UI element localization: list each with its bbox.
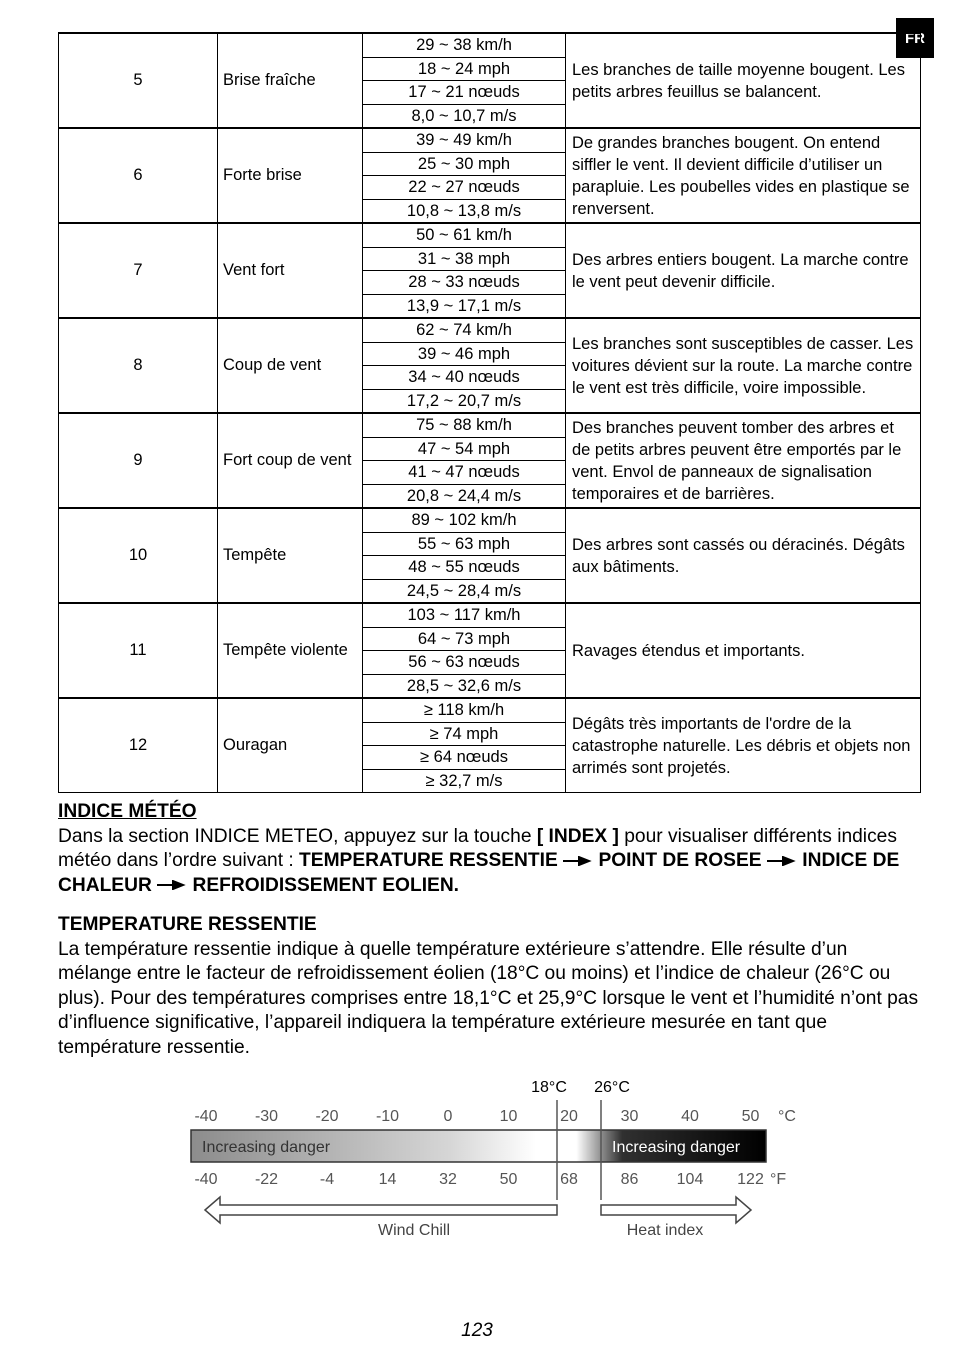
language-tab: FR (896, 18, 934, 58)
fahrenheit-tick-label: 86 (620, 1171, 639, 1188)
wind-speed: 75 ~ 88 km/h (363, 413, 566, 437)
ressentie-section (58, 913, 924, 1060)
wind-name: Tempête (218, 508, 363, 603)
wind-speed: ≥ 118 km/h (363, 698, 566, 722)
celsius-tick-label: -20 (315, 1108, 339, 1125)
fahrenheit-tick-label: -4 (319, 1171, 335, 1188)
celsius-tick-label: 0 (443, 1108, 453, 1125)
fahrenheit-tick-label: 50 (499, 1171, 518, 1188)
celsius-tick-label: -30 (254, 1108, 279, 1125)
celsius-axis (194, 1108, 759, 1125)
wind-speed: 48 ~ 55 nœuds (363, 556, 566, 580)
wind-speed: 18 ~ 24 mph (363, 57, 566, 81)
fahrenheit-unit: °F (770, 1171, 787, 1188)
wind-speed: 41 ~ 47 nœuds (363, 461, 566, 485)
fahrenheit-tick-label: 104 (676, 1171, 704, 1188)
fahrenheit-tick-label: -22 (254, 1171, 279, 1188)
marker-18-label: 18°C (531, 1079, 567, 1096)
wind-chill-label: Wind Chill (377, 1222, 451, 1239)
wind-name: Vent fort (218, 223, 363, 318)
wind-name: Forte brise (218, 128, 363, 223)
wind-chill-arrow (205, 1197, 557, 1223)
table-row (59, 698, 921, 722)
index-key: [ INDEX ] (536, 825, 619, 847)
wind-description: Ravages étendus et importants. (566, 603, 921, 698)
marker-26-label: 26°C (594, 1079, 630, 1096)
wind-description: Des arbres sont cassés ou déracinés. Dégâts aux bâtiments. (566, 508, 921, 603)
beaufort-force: 6 (59, 128, 218, 223)
wind-speed: 17,2 ~ 20,7 m/s (363, 389, 566, 413)
page-number: 123 (461, 1320, 493, 1341)
table-row (59, 318, 921, 342)
wind-speed: 24,5 ~ 28,4 m/s (363, 579, 566, 603)
celsius-tick-label: -10 (375, 1108, 400, 1125)
beaufort-force: 7 (59, 223, 218, 318)
beaufort-force: 10 (59, 508, 218, 603)
wind-speed: ≥ 74 mph (363, 722, 566, 746)
wind-name: Coup de vent (218, 318, 363, 413)
wind-description: De grandes branches bougent. On entend siffler le vent. Il devient difficile d’utiliser un parapluie. Les poubelles vides en plastique se renversent. (566, 128, 921, 223)
table-row (59, 508, 921, 532)
danger-left-label: Increasing danger (202, 1139, 331, 1156)
wind-name: Fort coup de vent (218, 413, 363, 508)
beaufort-force: 5 (59, 33, 218, 128)
indice-heading: INDICE MÉTÉO (58, 801, 197, 822)
wind-speed: 39 ~ 46 mph (363, 342, 566, 366)
seq-item: POINT DE ROSEE (598, 850, 762, 871)
ressentie-heading: TEMPERATURE RESSENTIE (58, 914, 317, 935)
beaufort-force: 9 (59, 413, 218, 508)
wind-speed: ≥ 32,7 m/s (363, 769, 566, 793)
celsius-tick-label: 10 (499, 1108, 518, 1125)
celsius-tick-label: 50 (741, 1108, 760, 1125)
celsius-tick-label: 30 (620, 1108, 639, 1125)
danger-right-label: Increasing danger (612, 1139, 741, 1156)
celsius-unit: °C (778, 1108, 796, 1125)
table-row (59, 33, 921, 57)
wind-speed: 55 ~ 63 mph (363, 532, 566, 556)
arrow-right-icon (767, 856, 797, 866)
fahrenheit-tick-label: 14 (378, 1171, 397, 1188)
wind-speed: 64 ~ 73 mph (363, 627, 566, 651)
beaufort-force: 8 (59, 318, 218, 413)
seq-item: INDICE DE CHALEUR (58, 850, 900, 896)
celsius-tick-label: 20 (560, 1108, 578, 1125)
indice-paragraph: Dans la section INDICE METEO, appuyez sur la touche [ INDEX ] pour visualiser différents indices météo dans l’ordre suivant : TEMPERATURE RESSENTIE POINT DE ROSEE INDICE DE CHALEUR REFROIDISSEMENT EOLIEN. (58, 825, 900, 896)
seq-item: REFROIDISSEMENT EOLIEN. (192, 874, 460, 896)
arrow-right-icon (157, 880, 187, 890)
wind-speed: 28,5 ~ 32,6 m/s (363, 674, 566, 698)
wind-description: Des arbres entiers bougent. La marche contre le vent peut devenir difficile. (566, 223, 921, 318)
celsius-tick-label: 40 (681, 1108, 699, 1125)
fahrenheit-tick-label: 68 (560, 1171, 578, 1188)
table-row (59, 128, 921, 152)
beaufort-force: 11 (59, 603, 218, 698)
wind-speed: 10,8 ~ 13,8 m/s (363, 199, 566, 223)
wind-name: Tempête violente (218, 603, 363, 698)
wind-speed: 50 ~ 61 km/h (363, 223, 566, 247)
wind-speed: 8,0 ~ 10,7 m/s (363, 104, 566, 128)
ressentie-paragraph: La température ressentie indique à quelle température extérieure s’attendre. Elle résulte d’un mélange entre le facteur de refroidissement éolien (18°C ou moins) et l’indice de chaleur (26°C ou plus). Pour des températures comprises entre 18,1°C et 25,9°C lorsque le vent et l’humidité n’ont pas d’influence significative, l’appareil indiquera la température extérieure mesurée en tant que température ressentie. (58, 938, 919, 1058)
wind-speed: 22 ~ 27 nœuds (363, 176, 566, 200)
wind-speed: 20,8 ~ 24,4 m/s (363, 484, 566, 508)
fahrenheit-tick-label: 32 (439, 1171, 457, 1188)
wind-name: Ouragan (218, 698, 363, 793)
celsius-tick-label: -40 (194, 1108, 218, 1125)
wind-description: Les branches de taille moyenne bougent. Les petits arbres feuillus se balancent. (566, 33, 921, 128)
wind-speed: 25 ~ 30 mph (363, 152, 566, 176)
wind-speed: 56 ~ 63 nœuds (363, 651, 566, 675)
temperature-scale-diagram (180, 1072, 800, 1252)
wind-speed: 29 ~ 38 km/h (363, 33, 566, 57)
wind-speed: 39 ~ 49 km/h (363, 128, 566, 152)
wind-speed: ≥ 64 nœuds (363, 746, 566, 770)
wind-name: Brise fraîche (218, 33, 363, 128)
heat-index-label: Heat index (626, 1222, 704, 1239)
wind-speed: 28 ~ 33 nœuds (363, 271, 566, 295)
table-row (59, 223, 921, 247)
beaufort-force: 12 (59, 698, 218, 793)
wind-speed: 47 ~ 54 mph (363, 437, 566, 461)
indice-section (58, 800, 924, 898)
seq-item: TEMPERATURE RESSENTIE (299, 850, 558, 871)
wind-description: Les branches sont susceptibles de casser. Les voitures dévient sur la route. La marche contre le vent est très difficile, voire impossible. (566, 318, 921, 413)
table-row (59, 603, 921, 627)
wind-description: Des branches peuvent tomber des arbres et de petits arbres peuvent être emportés par le vent. Envol de panneaux de signalisation temporaires et de barrières. (566, 413, 921, 508)
wind-speed: 103 ~ 117 km/h (363, 603, 566, 627)
beaufort-table (58, 32, 921, 793)
heat-index-arrow (601, 1197, 751, 1223)
wind-speed: 31 ~ 38 mph (363, 247, 566, 271)
fahrenheit-tick-label: 122 (737, 1171, 764, 1188)
table-row (59, 413, 921, 437)
wind-speed: 13,9 ~ 17,1 m/s (363, 294, 566, 318)
fahrenheit-axis (194, 1171, 764, 1188)
fahrenheit-tick-label: -40 (194, 1171, 218, 1188)
wind-speed: 89 ~ 102 km/h (363, 508, 566, 532)
wind-speed: 17 ~ 21 nœuds (363, 81, 566, 105)
arrow-right-icon (563, 856, 593, 866)
wind-description: Dégâts très importants de l'ordre de la catastrophe naturelle. Les débris et objets non arrimés sont projetés. (566, 698, 921, 793)
wind-speed: 62 ~ 74 km/h (363, 318, 566, 342)
wind-speed: 34 ~ 40 nœuds (363, 366, 566, 390)
